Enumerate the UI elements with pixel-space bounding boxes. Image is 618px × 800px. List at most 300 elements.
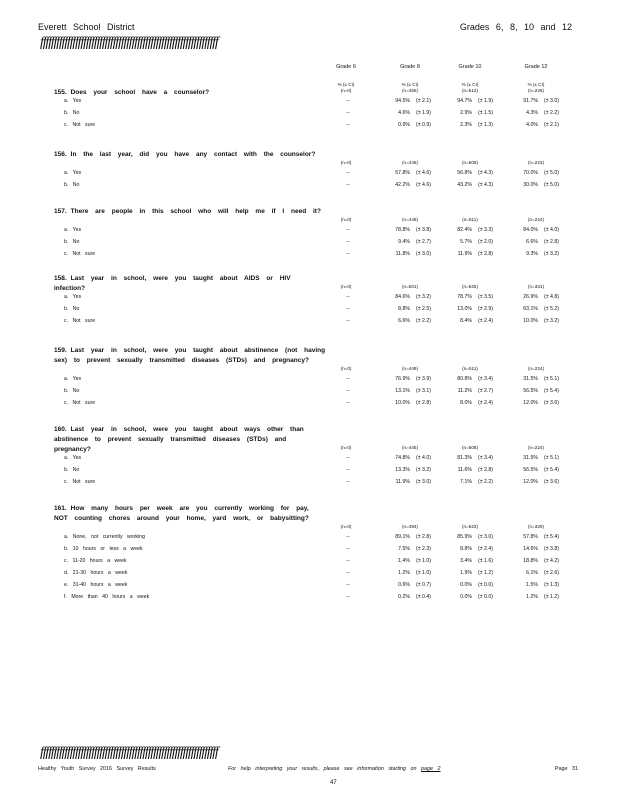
- sample-size: (n=0): [340, 445, 352, 450]
- footer-help-note: [228, 766, 441, 772]
- footer-help-text: For help interpreting your results, please see information starting on: [228, 766, 417, 772]
- percent-value: 0.0%: [460, 582, 472, 588]
- confidence-interval: (± 3.4): [478, 376, 493, 382]
- footer-page-label: Page 31: [554, 766, 578, 772]
- confidence-interval: (± 5.0): [544, 170, 559, 176]
- grade-6-value: --: [346, 318, 350, 324]
- confidence-interval: (± 0.4): [416, 594, 431, 600]
- confidence-interval: (± 3.3): [478, 227, 493, 233]
- answer-label: a. None, not currently working: [64, 534, 145, 540]
- confidence-interval: (± 2.1): [416, 98, 431, 104]
- sample-size: (n=0): [340, 366, 352, 371]
- confidence-interval: (± 3.0): [416, 251, 431, 257]
- percent-value: 9.4%: [398, 239, 410, 245]
- percent-value: 8.8%: [398, 306, 410, 312]
- question-number: 156.: [54, 151, 67, 158]
- question-text: [54, 274, 326, 294]
- percent-value: 0.0%: [460, 594, 472, 600]
- column-header-grade-10: Grade 10: [458, 64, 482, 70]
- percent-value: 84.6%: [395, 294, 410, 300]
- ci-label: % (± CI): [527, 82, 545, 87]
- confidence-interval: (± 3.6): [544, 479, 559, 485]
- question-text: [54, 425, 326, 455]
- answer-label: c. 11-20 hours a week: [64, 558, 127, 564]
- confidence-interval: (± 0.9): [416, 122, 431, 128]
- percent-value: 13.0%: [457, 306, 472, 312]
- confidence-interval: (± 3.2): [544, 251, 559, 257]
- percent-value: 10.0%: [523, 318, 538, 324]
- percent-value: 0.9%: [398, 122, 410, 128]
- confidence-interval: (± 1.2): [544, 594, 559, 600]
- sample-size: (n=509): [462, 160, 478, 165]
- bottom-decorative-rule: ffffffffffffffffffffffffffffffffffffffffffffffffffffffffffffffffff: [40, 746, 218, 760]
- percent-value: 82.4%: [457, 227, 472, 233]
- confidence-interval: (± 0.0): [478, 582, 493, 588]
- confidence-interval: (± 3.9): [416, 376, 431, 382]
- sample-size: (n=0): [340, 217, 352, 222]
- confidence-interval: (± 3.0): [544, 98, 559, 104]
- sample-size: (n=449): [402, 366, 418, 371]
- confidence-interval: (± 1.0): [416, 558, 431, 564]
- sample-size-grade-12: [506, 366, 566, 372]
- sample-size: (n=226): [528, 88, 544, 93]
- answer-label: a. Yes: [64, 98, 82, 104]
- percent-value: 94.5%: [395, 98, 410, 104]
- answer-row: [0, 558, 618, 570]
- question-label: How many hours per week are you currently working for pay, NOT counting chores around your home, yard work, or babysitting?: [54, 505, 309, 522]
- answer-label: a. Yes: [64, 170, 82, 176]
- question-label: Last year in school, were you taught about AIDS or HIV infection?: [54, 275, 291, 292]
- percent-value: 11.6%: [457, 467, 472, 473]
- sample-size: (n=525): [462, 284, 478, 289]
- grade-6-value: --: [346, 400, 350, 406]
- percent-value: 8.8%: [460, 546, 472, 552]
- answer-row: [0, 110, 618, 122]
- question-text: [54, 207, 326, 217]
- percent-value: 2.9%: [460, 110, 472, 116]
- confidence-interval: (± 4.8): [544, 294, 559, 300]
- percent-value: 81.3%: [457, 455, 472, 461]
- percent-value: 1.5%: [526, 582, 538, 588]
- percent-value: 43.2%: [457, 182, 472, 188]
- confidence-interval: (± 3.0): [416, 479, 431, 485]
- confidence-interval: (± 4.0): [416, 455, 431, 461]
- sample-size: (n=511): [462, 217, 478, 222]
- confidence-interval: (± 5.2): [544, 306, 559, 312]
- percent-value: 56.8%: [457, 170, 472, 176]
- sample-size: (n=329): [528, 524, 544, 529]
- percent-value: 85.9%: [457, 534, 472, 540]
- sample-size: (n=0): [340, 524, 352, 529]
- sample-size-grade-12: [506, 160, 566, 166]
- grade-6-value: --: [346, 306, 350, 312]
- sample-size-grade-12: [506, 445, 566, 451]
- sample-size-grade-10: [440, 82, 500, 94]
- answer-label: b. No: [64, 239, 80, 245]
- grade-6-value: --: [346, 170, 350, 176]
- confidence-interval: (± 0.0): [478, 594, 493, 600]
- sample-size: (n=331): [528, 284, 544, 289]
- question-number: 155.: [54, 89, 67, 96]
- sample-size-grade-8: [380, 284, 440, 290]
- question-text: [54, 346, 326, 366]
- answer-row: [0, 182, 618, 194]
- confidence-interval: (± 5.4): [544, 534, 559, 540]
- ci-label: % (± CI): [461, 82, 479, 87]
- sample-size: (n=0): [340, 160, 352, 165]
- percent-value: 18.8%: [523, 558, 538, 564]
- sample-size-grade-8: [380, 217, 440, 223]
- confidence-interval: (± 2.9): [478, 306, 493, 312]
- percent-value: 11.9%: [457, 251, 472, 257]
- sample-size: (n=446): [402, 160, 418, 165]
- answer-row: [0, 98, 618, 110]
- sample-size: (n=511): [462, 366, 478, 371]
- confidence-interval: (± 5.1): [544, 376, 559, 382]
- answer-row: [0, 294, 618, 306]
- confidence-interval: (± 1.5): [478, 110, 493, 116]
- confidence-interval: (± 3.8): [544, 546, 559, 552]
- percent-value: 78.7%: [457, 294, 472, 300]
- confidence-interval: (± 1.9): [478, 98, 493, 104]
- percent-value: 6.6%: [526, 239, 538, 245]
- sample-size-grade-8: [380, 82, 440, 94]
- answer-row: [0, 239, 618, 251]
- answer-label: b. No: [64, 110, 80, 116]
- sample-size: (n=455): [402, 88, 418, 93]
- ci-label: % (± CI): [401, 82, 419, 87]
- answer-label: a. Yes: [64, 227, 82, 233]
- answer-label: a. Yes: [64, 376, 82, 382]
- sample-size-grade-6: [316, 366, 376, 372]
- confidence-interval: (± 2.7): [416, 239, 431, 245]
- grade-6-value: --: [346, 294, 350, 300]
- confidence-interval: (± 2.2): [478, 479, 493, 485]
- percent-value: 6.6%: [398, 318, 410, 324]
- column-header-grade-6: Grade 6: [336, 64, 356, 70]
- percent-value: 56.5%: [523, 388, 538, 394]
- percent-value: 63.1%: [523, 306, 538, 312]
- question-number: 160.: [54, 426, 67, 433]
- percent-value: 91.7%: [523, 98, 538, 104]
- sample-size-grade-10: [440, 217, 500, 223]
- answer-label: c. Not sure: [64, 122, 96, 128]
- percent-value: 5.7%: [460, 239, 472, 245]
- grade-6-value: --: [346, 467, 350, 473]
- sample-size-grade-6: [316, 160, 376, 166]
- confidence-interval: (± 1.6): [478, 558, 493, 564]
- question-label: Does your school have a counselor?: [70, 89, 210, 96]
- sample-size-grade-6: [316, 445, 376, 451]
- percent-value: 57.8%: [395, 170, 410, 176]
- sample-size: (n=223): [528, 160, 544, 165]
- confidence-interval: (± 3.6): [544, 400, 559, 406]
- answer-label: c. Not sure: [64, 400, 96, 406]
- percent-value: 13.1%: [395, 388, 410, 394]
- confidence-interval: (± 2.0): [478, 239, 493, 245]
- confidence-interval: (± 3.0): [478, 534, 493, 540]
- sample-size: (n=0): [340, 284, 352, 289]
- answer-row: [0, 582, 618, 594]
- sample-size: (n=445): [402, 445, 418, 450]
- percent-value: 11.9%: [395, 479, 410, 485]
- percent-value: 31.5%: [523, 376, 538, 382]
- sample-size: (n=0): [340, 88, 352, 93]
- sample-size-grade-10: [440, 524, 500, 530]
- grade-6-value: --: [346, 239, 350, 245]
- answer-label: c. Not sure: [64, 479, 96, 485]
- sample-size: (n=523): [462, 524, 478, 529]
- percent-value: 10.0%: [395, 400, 410, 406]
- percent-value: 8.0%: [460, 400, 472, 406]
- percent-value: 14.6%: [523, 546, 538, 552]
- confidence-interval: (± 2.2): [416, 318, 431, 324]
- sample-size: (n=224): [528, 366, 544, 371]
- ci-label: % (± CI): [337, 82, 355, 87]
- answer-label: a. Yes: [64, 455, 82, 461]
- answer-row: [0, 400, 618, 412]
- question-number: 159.: [54, 347, 67, 354]
- confidence-interval: (± 5.1): [544, 455, 559, 461]
- confidence-interval: (± 2.1): [544, 122, 559, 128]
- question-text: [54, 504, 326, 524]
- sample-size-grade-10: [440, 366, 500, 372]
- confidence-interval: (± 3.2): [544, 318, 559, 324]
- confidence-interval: (± 2.8): [544, 239, 559, 245]
- confidence-interval: (± 5.4): [544, 388, 559, 394]
- grades-label: Grades 6, 8, 10 and 12: [459, 22, 572, 32]
- confidence-interval: (± 3.1): [416, 388, 431, 394]
- confidence-interval: (± 2.8): [478, 251, 493, 257]
- question-number: 161.: [54, 505, 67, 512]
- confidence-interval: (± 4.6): [416, 170, 431, 176]
- percent-value: 1.2%: [526, 594, 538, 600]
- grade-6-value: --: [346, 376, 350, 382]
- question-label: Last year in school, were you taught about abstinence (not having sex) to prevent sexually transmitted diseases (STDs) and pregnancy?: [54, 347, 326, 364]
- percent-value: 74.8%: [395, 455, 410, 461]
- percent-value: 7.5%: [398, 546, 410, 552]
- confidence-interval: (± 1.9): [416, 110, 431, 116]
- grade-6-value: --: [346, 455, 350, 461]
- confidence-interval: (± 4.6): [416, 182, 431, 188]
- sample-size-grade-8: [380, 366, 440, 372]
- confidence-interval: (± 2.4): [478, 546, 493, 552]
- confidence-interval: (± 4.3): [478, 170, 493, 176]
- sample-size-grade-6: [316, 284, 376, 290]
- district-name: Everett School District: [38, 22, 135, 32]
- confidence-interval: (± 3.8): [416, 227, 431, 233]
- footer-survey-title: Healthy Youth Survey 2016 Survey Results: [38, 766, 156, 772]
- sample-size-grade-12: [506, 82, 566, 94]
- percent-value: 1.2%: [398, 570, 410, 576]
- percent-value: 11.2%: [457, 388, 472, 394]
- confidence-interval: (± 2.4): [478, 400, 493, 406]
- percent-value: 26.9%: [523, 294, 538, 300]
- confidence-interval: (± 3.2): [416, 467, 431, 473]
- grade-6-value: --: [346, 594, 350, 600]
- sample-size-grade-6: [316, 524, 376, 530]
- confidence-interval: (± 2.5): [416, 306, 431, 312]
- sample-size-grade-8: [380, 160, 440, 166]
- confidence-interval: (± 1.3): [544, 582, 559, 588]
- question-label: Last year in school, were you taught about ways other than abstinence to prevent sexually transmitted diseases (STDs) and pregnancy?: [54, 426, 304, 453]
- answer-label: e. 31-40 hours a week: [64, 582, 128, 588]
- confidence-interval: (± 2.2): [544, 110, 559, 116]
- sample-size-grade-6: [316, 82, 376, 94]
- grade-6-value: --: [346, 558, 350, 564]
- question-number: 158.: [54, 275, 67, 282]
- sample-size: (n=494): [402, 524, 418, 529]
- column-header-grade-12: Grade 12: [524, 64, 548, 70]
- answer-label: b. No: [64, 306, 80, 312]
- percent-value: 57.8%: [523, 534, 538, 540]
- confidence-interval: (± 3.5): [478, 294, 493, 300]
- grade-6-value: --: [346, 388, 350, 394]
- confidence-interval: (± 4.0): [544, 227, 559, 233]
- confidence-interval: (± 2.4): [478, 318, 493, 324]
- answer-row: [0, 170, 618, 182]
- percent-value: 70.0%: [523, 170, 538, 176]
- sample-size-grade-10: [440, 284, 500, 290]
- confidence-interval: (± 5.0): [544, 182, 559, 188]
- answer-row: [0, 318, 618, 330]
- grade-6-value: --: [346, 251, 350, 257]
- sample-size: (n=501): [402, 284, 418, 289]
- grade-6-value: --: [346, 546, 350, 552]
- sample-size: (n=508): [462, 445, 478, 450]
- answer-row: [0, 594, 618, 606]
- answer-label: b. No: [64, 467, 80, 473]
- confidence-interval: (± 2.7): [478, 388, 493, 394]
- percent-value: 42.2%: [395, 182, 410, 188]
- answer-label: b. 10 hours or less a week: [64, 546, 143, 552]
- answer-row: [0, 388, 618, 400]
- confidence-interval: (± 1.0): [416, 570, 431, 576]
- percent-value: 6.1%: [526, 570, 538, 576]
- answer-label: a. Yes: [64, 294, 82, 300]
- confidence-interval: (± 2.3): [416, 546, 431, 552]
- question-text: [54, 88, 326, 98]
- confidence-interval: (± 1.2): [478, 570, 493, 576]
- answer-row: [0, 467, 618, 479]
- confidence-interval: (± 3.2): [416, 294, 431, 300]
- percent-value: 4.6%: [398, 110, 410, 116]
- sample-size: (n=224): [528, 217, 544, 222]
- column-header-grade-8: Grade 8: [400, 64, 420, 70]
- percent-value: 8.4%: [460, 318, 472, 324]
- percent-value: 12.0%: [523, 400, 538, 406]
- percent-value: 0.6%: [398, 582, 410, 588]
- sample-size-grade-12: [506, 217, 566, 223]
- grade-6-value: --: [346, 570, 350, 576]
- sample-size-grade-12: [506, 284, 566, 290]
- percent-value: 13.3%: [395, 467, 410, 473]
- percent-value: 3.4%: [460, 558, 472, 564]
- question-label: There are people in this school who will help me if I need it?: [70, 208, 321, 215]
- percent-value: 1.4%: [398, 558, 410, 564]
- percent-value: 1.9%: [460, 570, 472, 576]
- confidence-interval: (± 2.8): [416, 534, 431, 540]
- grade-6-value: --: [346, 98, 350, 104]
- grade-6-value: --: [346, 122, 350, 128]
- answer-label: f. More than 40 hours a week: [64, 594, 150, 600]
- confidence-interval: (± 4.3): [478, 182, 493, 188]
- percent-value: 56.5%: [523, 467, 538, 473]
- percent-value: 80.8%: [457, 376, 472, 382]
- grade-6-value: --: [346, 227, 350, 233]
- answer-label: c. Not sure: [64, 251, 96, 257]
- grade-6-value: --: [346, 534, 350, 540]
- grade-6-value: --: [346, 479, 350, 485]
- answer-label: c. Not sure: [64, 318, 96, 324]
- answer-row: [0, 122, 618, 134]
- confidence-interval: (± 1.3): [478, 122, 493, 128]
- answer-row: [0, 251, 618, 263]
- percent-value: 11.8%: [395, 251, 410, 257]
- percent-value: 12.0%: [523, 479, 538, 485]
- sample-size: (n=449): [402, 217, 418, 222]
- percent-value: 0.2%: [398, 594, 410, 600]
- sample-size-grade-10: [440, 445, 500, 451]
- sample-size: (n=512): [462, 88, 478, 93]
- confidence-interval: (± 2.8): [478, 467, 493, 473]
- percent-value: 9.3%: [526, 251, 538, 257]
- percent-value: 78.8%: [395, 227, 410, 233]
- answer-label: d. 21-30 hours a week: [64, 570, 128, 576]
- percent-value: 2.3%: [460, 122, 472, 128]
- percent-value: 4.0%: [526, 122, 538, 128]
- question-label: In the last year, did you have any contact with the counselor?: [70, 151, 316, 158]
- confidence-interval: (± 0.7): [416, 582, 431, 588]
- sample-size-grade-6: [316, 217, 376, 223]
- answer-row: [0, 227, 618, 239]
- confidence-interval: (± 2.8): [416, 400, 431, 406]
- grade-6-value: --: [346, 110, 350, 116]
- percent-value: 4.3%: [526, 110, 538, 116]
- confidence-interval: (± 2.6): [544, 570, 559, 576]
- answer-row: [0, 306, 618, 318]
- page-number: 47: [330, 780, 337, 786]
- confidence-interval: (± 5.4): [544, 467, 559, 473]
- answer-row: [0, 534, 618, 546]
- grade-6-value: --: [346, 582, 350, 588]
- sample-size-grade-8: [380, 524, 440, 530]
- confidence-interval: (± 4.2): [544, 558, 559, 564]
- percent-value: 84.0%: [523, 227, 538, 233]
- answer-label: b. No: [64, 388, 80, 394]
- question-number: 157.: [54, 208, 67, 215]
- answer-row: [0, 546, 618, 558]
- percent-value: 31.5%: [523, 455, 538, 461]
- percent-value: 30.0%: [523, 182, 538, 188]
- sample-size-grade-10: [440, 160, 500, 166]
- sample-size-grade-12: [506, 524, 566, 530]
- answer-row: [0, 570, 618, 582]
- top-decorative-rule: ffffffffffffffffffffffffffffffffffffffffffffffffffffffffffffffffff: [40, 36, 218, 50]
- percent-value: 94.7%: [457, 98, 472, 104]
- confidence-interval: (± 3.4): [478, 455, 493, 461]
- answer-row: [0, 455, 618, 467]
- answer-row: [0, 479, 618, 491]
- sample-size-grade-8: [380, 445, 440, 451]
- answer-label: b. No: [64, 182, 80, 188]
- question-text: [54, 150, 326, 160]
- footer-page-link[interactable]: page 2: [421, 766, 441, 772]
- grade-6-value: --: [346, 182, 350, 188]
- percent-value: 89.1%: [395, 534, 410, 540]
- sample-size: (n=224): [528, 445, 544, 450]
- percent-value: 76.9%: [395, 376, 410, 382]
